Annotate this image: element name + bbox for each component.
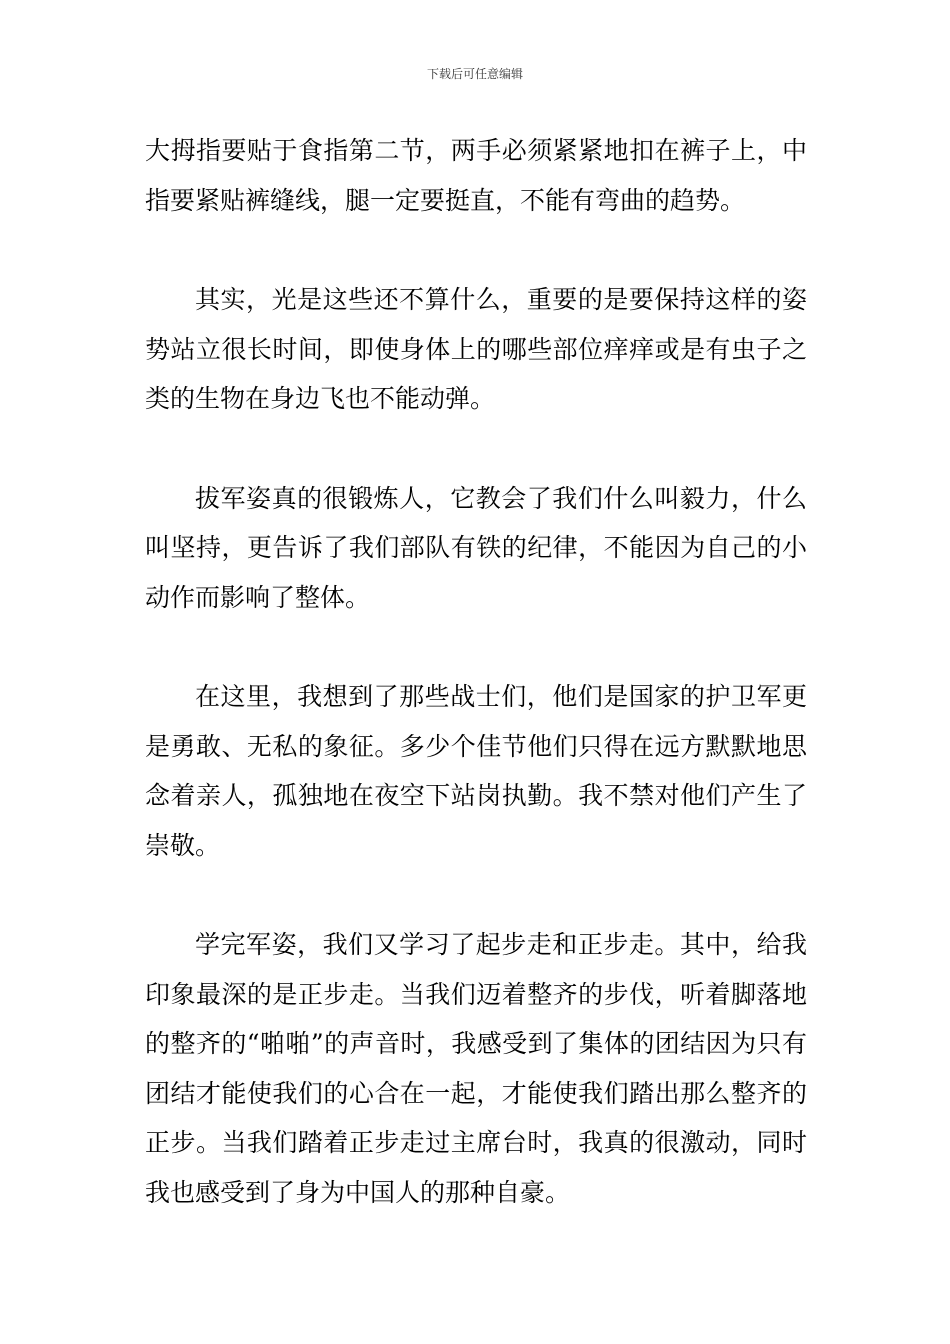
paragraph-4: 在这里，我想到了那些战士们，他们是国家的护卫军更是勇敢、无私的象征。多少个佳节他们只得在远方默默地思念着亲人，孤独地在夜空下站岗执勤。我不禁对他们产生了崇敬。 <box>145 682 807 860</box>
paragraph-1: 大拇指要贴于食指第二节，两手必须紧紧地扣在裤子上，中指要紧贴裤缝线，腿一定要挺直，不能有弯曲的趋势。 <box>145 136 807 215</box>
document-body <box>145 126 807 1267</box>
paragraph-3: 拔军姿真的很锻炼人，它教会了我们什么叫毅力，什么叫坚持，更告诉了我们部队有铁的纪律，不能因为自己的小动作而影响了整体。 <box>145 483 807 612</box>
header-note: 下载后可任意编辑 <box>426 67 523 81</box>
paragraph-5: 学完军姿，我们又学习了起步走和正步走。其中，给我印象最深的是正步走。当我们迈着整齐的步伐，听着脚落地的整齐的“啪啪”的声音时，我感受到了集体的团结因为只有团结才能使我们的心合在一起，才能使我们踏出那么整齐的正步。当我们踏着正步走过主席台时，我真的很激动，同时我也感受到了身为中国人的那种自豪。 <box>145 930 807 1207</box>
paragraph-2: 其实，光是这些还不算什么，重要的是要保持这样的姿势站立很长时间，即使身体上的哪些部位痒痒或是有虫子之类的生物在身边飞也不能动弹。 <box>145 285 807 413</box>
